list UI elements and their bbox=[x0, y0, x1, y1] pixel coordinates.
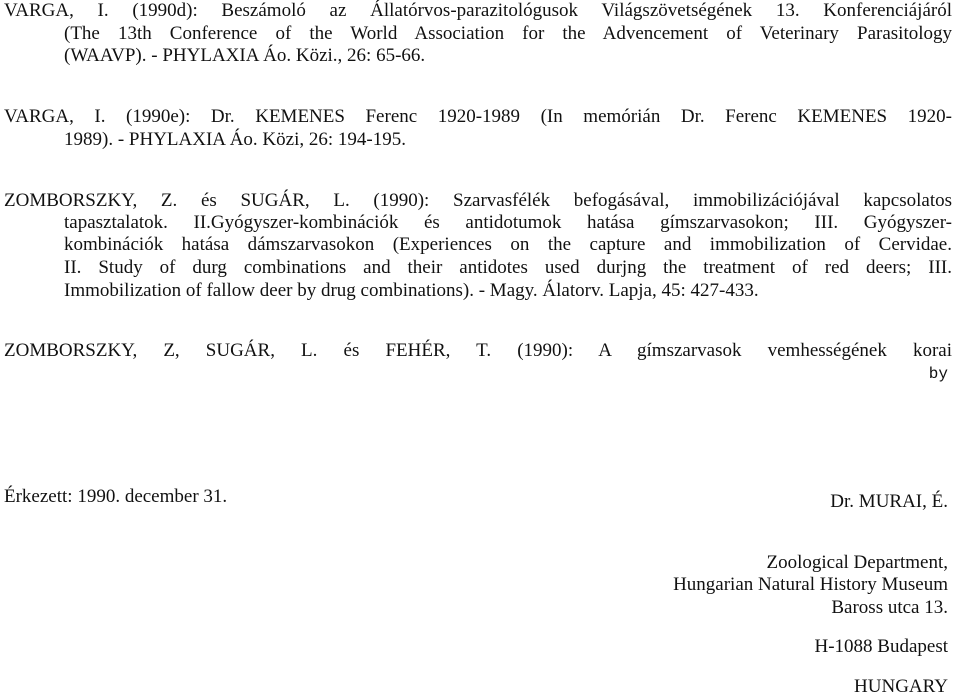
reference-line: by bbox=[928, 365, 948, 383]
address-line: HUNGARY bbox=[854, 676, 948, 697]
reference-line: II. Study of durg combinations and their antidotes used durjng the treatment of red deers; III. bbox=[64, 257, 952, 278]
reference-line: Immobilization of fallow deer by drug combinations). - Magy. Álatorv. Lapja, 45: 427-433. bbox=[64, 280, 759, 301]
reference-line: kombinációk hatása dámszarvasokon (Experiences on the capture and immobilization of Cervidae. bbox=[64, 234, 952, 255]
address-line: Zoological Department, bbox=[766, 552, 948, 573]
address-line: Hungarian Natural History Museum bbox=[673, 574, 948, 595]
reference-line: VARGA, I. (1990e): Dr. KEMENES Ferenc 1920-1989 (In memórián Dr. Ferenc KEMENES 1920- bbox=[4, 106, 952, 127]
address-line: Baross utca 13. bbox=[831, 597, 948, 618]
reference-line: (The 13th Conference of the World Association for the Advencement of Veterinary Parasitology bbox=[64, 23, 952, 44]
address-line: H-1088 Budapest bbox=[814, 636, 948, 657]
reference-line: ZOMBORSZKY, Z, SUGÁR, L. és FEHÉR, T. (1990): A gímszarvasok vemhességének korai bbox=[4, 340, 952, 361]
received-date: Érkezett: 1990. december 31. bbox=[4, 486, 228, 507]
author-name: Dr. MURAI, É. bbox=[830, 491, 948, 512]
reference-line: (WAAVP). - PHYLAXIA Áo. Közi., 26: 65-66. bbox=[64, 45, 426, 66]
reference-line: tapasztalatok. II.Gyógyszer-kombinációk és antidotumok hatása gímszarvasokon; III. Gyógyszer- bbox=[64, 212, 952, 233]
reference-line: 1989). - PHYLAXIA Áo. Közi, 26: 194-195. bbox=[64, 129, 406, 150]
reference-line: ZOMBORSZKY, Z. és SUGÁR, L. (1990): Szarvasfélék befogásával, immobilizációjával kapcsolatos bbox=[4, 190, 952, 211]
reference-line: VARGA, I. (1990d): Beszámoló az Állatórvos-parazitológusok Világszövetségének 13. Konferenciájáról bbox=[4, 0, 952, 21]
